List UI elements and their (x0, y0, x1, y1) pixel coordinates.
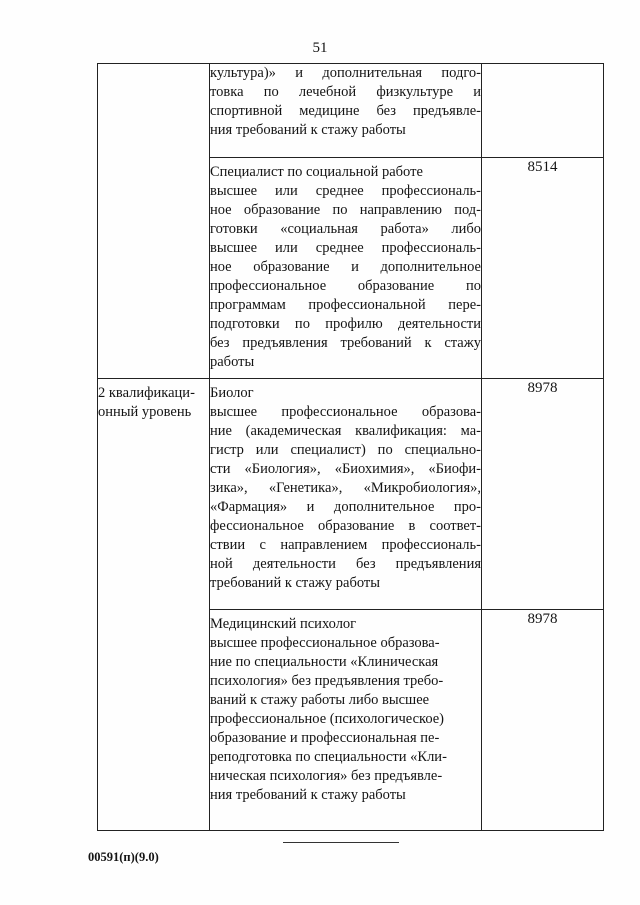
description-line: высшее профессиональное образова- (210, 635, 440, 651)
position-title: Медицинский психолог (210, 616, 357, 632)
description-line: высшее профессиональное образова- (210, 404, 481, 420)
description-line: профессиональное (психологическое) (210, 711, 445, 727)
description-line: гистр или специалист) по специально- (210, 442, 481, 458)
level-label: онный уровень (98, 404, 192, 420)
description-line: зика», «Генетика», «Микробиология», (210, 480, 481, 496)
description-line: профессиональное образование по (210, 278, 481, 294)
table-row (98, 64, 604, 158)
salary-cell (482, 64, 604, 158)
description-line: ное образование по направлению под- (210, 202, 481, 218)
document-code: 00591(п)(9.0) (88, 850, 159, 864)
level-cell (98, 379, 210, 831)
description-line: готовки «социальная работа» либо (210, 221, 481, 237)
level-label: 2 квалификаци- (98, 385, 195, 401)
description-line: работы (210, 354, 255, 370)
description-line: сти «Биология», «Биохимия», «Биофи- (210, 461, 481, 477)
description-line: ническая психология» без предъявле- (210, 768, 443, 784)
description-line: ное образование и дополнительное (210, 259, 481, 275)
description-line: образование и профессиональная пе- (210, 730, 440, 746)
description-cell (210, 379, 482, 610)
position-title: Специалист по социальной работе (210, 164, 423, 180)
description-line: ствии с направлением профессиональ- (210, 537, 481, 553)
salary-cell: 8514 (482, 158, 604, 379)
description-line: товка по лечебной физкультуре и (210, 84, 481, 100)
description-line: высшее или среднее профессиональ- (210, 240, 481, 256)
description-line: ние по специальности «Клиническая (210, 654, 439, 670)
page-number: 51 (312, 40, 328, 56)
description-line: спортивной медицине без предъявле- (210, 103, 481, 119)
description-line: ваний к стажу работы либо высшее (210, 692, 430, 708)
footer-divider (283, 842, 399, 843)
qualification-table (97, 63, 604, 831)
description-line: реподготовка по специальности «Кли- (210, 749, 447, 765)
description-cell (210, 64, 482, 158)
description-line: фессиональное образование в соответ- (210, 518, 481, 534)
description-line: подготовки по профилю деятельности (210, 316, 481, 332)
description-line: ной деятельности без предъявления (210, 556, 481, 572)
level-cell (98, 64, 210, 379)
description-line: культура)» и дополнительная подго- (210, 65, 481, 81)
table-row (98, 379, 604, 610)
description-line: ние (академическая квалификация: ма- (210, 423, 481, 439)
salary-cell: 8978 (482, 379, 604, 610)
description-line: без предъявления требований к стажу (210, 335, 481, 351)
description-line: требований к стажу работы (210, 575, 380, 591)
description-cell (210, 610, 482, 831)
description-line: ния требований к стажу работы (210, 122, 406, 138)
description-line: программам профессиональной пере- (210, 297, 481, 313)
description-line: высшее или среднее профессиональ- (210, 183, 481, 199)
description-cell (210, 158, 482, 379)
description-line: психология» без предъявления требо- (210, 673, 444, 689)
description-line: «Фармация» и дополнительное про- (210, 499, 481, 515)
salary-cell: 8978 (482, 610, 604, 831)
position-title: Биолог (210, 385, 254, 401)
description-line: ния требований к стажу работы (210, 787, 406, 803)
